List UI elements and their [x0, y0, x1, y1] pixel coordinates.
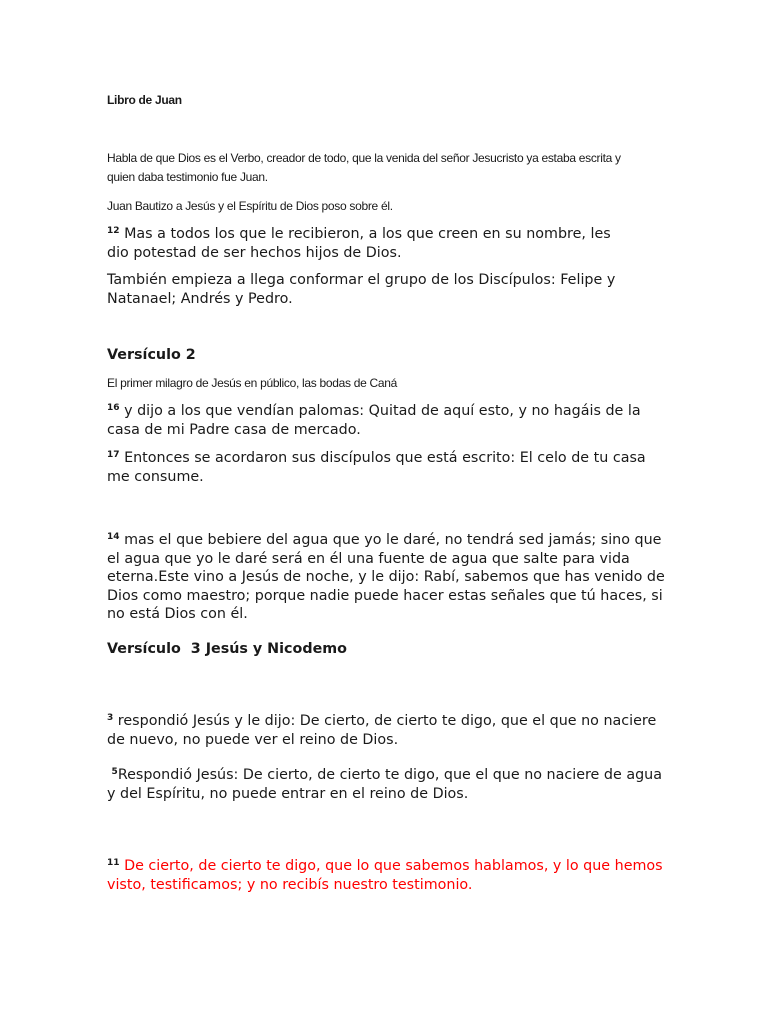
document-title: Libro de Juan: [107, 93, 182, 107]
verse-text: mas el que bebiere del agua que yo le daré, no tendrá sed jamás; sino que el agua que yo le daré será en él una fuente de agua que salte para vida eterna.Este vino a Jesús de noche, y le dijo: Rabí, sabemos que has venido de Dios como maestro; porque nadie puede hacer estas señales que tú haces, si no está Dios con él.: [107, 532, 665, 622]
verse-text: y dijo a los que vendían palomas: Quitad de aquí esto, y no hagáis de la casa de mi Padre casa de mercado.: [107, 403, 641, 438]
verse-text: De cierto, de cierto te digo, que lo que sabemos hablamos, y lo que hemos visto, testificamos; y no recibís nuestro testimonio.: [107, 858, 663, 893]
section-heading-3: Versículo 3 Jesús y Nicodemo: [107, 641, 347, 657]
verse-number: 17: [107, 450, 120, 460]
verse-14: [107, 531, 667, 624]
verse-number: 14: [107, 532, 120, 542]
verse-text: Mas a todos los que le recibieron, a los que creen en su nombre, les dio potestad de ser hechos hijos de Dios.: [107, 226, 611, 261]
verse-number: 16: [107, 403, 120, 413]
verse-16: [107, 402, 667, 439]
verse-text: respondió Jesús y le dijo: De cierto, de cierto te digo, que el que no naciere de nuevo, no puede ver el reino de Dios.: [107, 713, 657, 748]
verse-text: Respondió Jesús: De cierto, de cierto te digo, que el que no naciere de agua y del Espíritu, no puede entrar en el reino de Dios.: [107, 767, 662, 802]
section-2-subtitle: El primer milagro de Jesús en público, las bodas de Caná: [107, 376, 398, 390]
baptism-paragraph: Juan Bautizo a Jesús y el Espíritu de Dios poso sobre él.: [107, 199, 393, 213]
verse-text: Entonces se acordaron sus discípulos que está escrito: El celo de tu casa me consume.: [107, 450, 646, 485]
intro-paragraph: Habla de que Dios es el Verbo, creador de todo, que la venida del señor Jesucristo ya estaba escrita y quien daba testimonio fue Juan.: [107, 151, 621, 184]
verse-5: [107, 766, 667, 803]
verse-number: 3: [107, 713, 114, 723]
verse-number: 5: [111, 767, 118, 777]
verse-17: [107, 449, 667, 486]
verse-number: 11: [107, 858, 120, 868]
verse-3: [107, 712, 667, 749]
verse-11: [107, 857, 667, 894]
verse-number: 12: [107, 226, 120, 236]
section-heading-2: Versículo 2: [107, 347, 196, 363]
disciples-paragraph: También empieza a llega conformar el grupo de los Discípulos: Felipe y Natanael; Andrés y Pedro.: [107, 272, 616, 307]
verse-12: [107, 225, 627, 262]
